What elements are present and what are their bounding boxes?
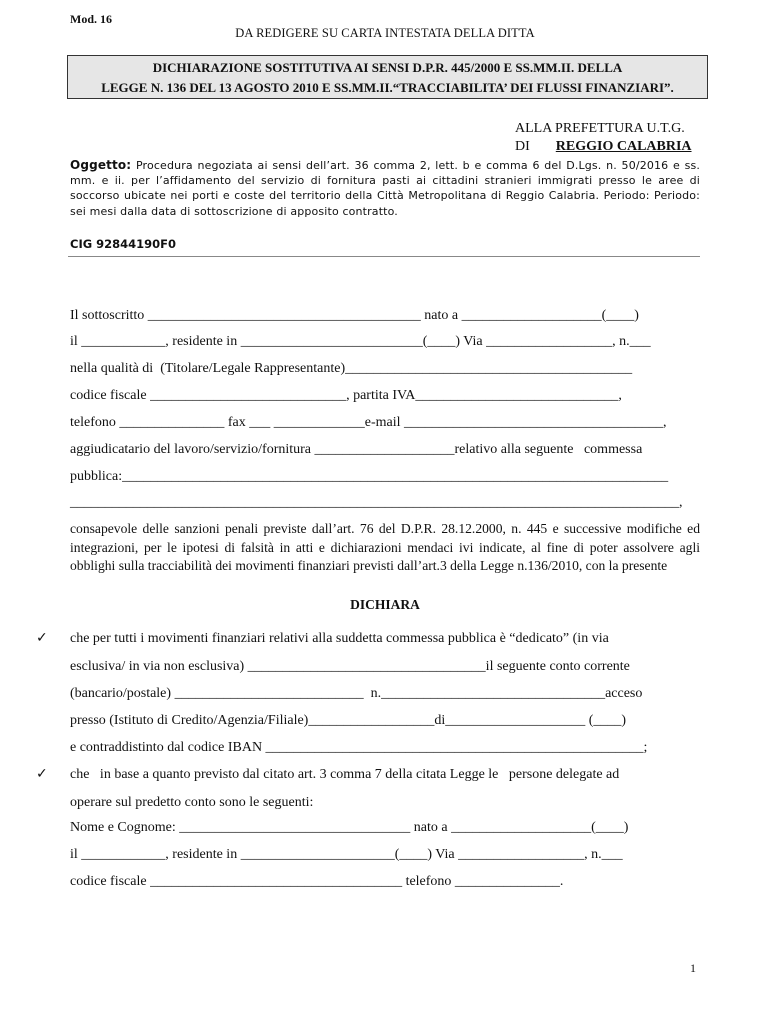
title-line-1: DICHIARAZIONE SOSTITUTIVA AI SENSI D.P.R. 445/2000 E SS.MM.II. DELLA (152, 60, 623, 75)
check-mark-icon: ✓ (36, 630, 48, 646)
section1-line-4[interactable]: presso (Istituto di Credito/Agenzia/Filiale)__________________di____________________ (____) (70, 713, 627, 728)
recipient-prefix: DI (515, 139, 530, 154)
form-line-codice-fiscale[interactable]: codice fiscale ____________________________, partita IVA_____________________________, (70, 388, 622, 403)
section1-line-2[interactable]: esclusiva/ in via non esclusiva) __________________________________il seguente conto corrente (70, 659, 630, 674)
section1-line-3[interactable]: (bancario/postale) ___________________________ n.________________________________acceso (70, 686, 643, 701)
subject-paragraph (70, 158, 700, 219)
form-line-continuation[interactable]: _______________________________________________________________________________________, (70, 495, 683, 510)
section2-line-3[interactable]: Nome e Cognome: _________________________________ nato a ____________________(____) (70, 820, 629, 835)
form-line-contatti[interactable]: telefono _______________ fax ___ _____________e-mail _____________________________________, (70, 415, 667, 430)
dichiara-heading: DICHIARA (350, 597, 420, 612)
section2-line-2: operare sul predetto conto sono le seguenti: (70, 795, 314, 810)
subject-label: Oggetto: (70, 158, 132, 172)
form-line-sottoscritto[interactable]: Il sottoscritto _______________________________________ nato a ____________________(____) (70, 308, 639, 323)
form-code: Mod. 16 (70, 12, 112, 26)
section1-line-1: che per tutti i movimenti finanziari relativi alla suddetta commessa pubblica è “dedicato” (in via (70, 631, 609, 646)
cig-code: CIG 92844190F0 (70, 237, 177, 251)
title-line-2: LEGGE N. 136 DEL 13 AGOSTO 2010 E SS.MM.II.“TRACCIABILITA’ DEI FLUSSI FINANZIARI”. (101, 80, 674, 95)
form-line-qualita[interactable]: nella qualità di (Titolare/Legale Rappresentante)_________________________________________ (70, 361, 633, 376)
recipient-line-2 (515, 139, 692, 155)
section2-line-4[interactable]: il ____________, residente in ______________________(____) Via __________________, n.___ (70, 847, 623, 862)
consapevole-paragraph: consapevole delle sanzioni penali previste dall’art. 76 del D.P.R. 28.12.2000, n. 445 e successive modifiche ed integrazioni, per le ipotesi di falsità in atti e dichiarazioni mendaci ivi indicate, al fine di poter assolvere agli obblighi sulla tracciabilità dei movimenti finanziari previsti dall’art.3 della Legge n.136/2010, con la presente (70, 521, 700, 573)
recipient-line-1: ALLA PREFETTURA U.T.G. (515, 121, 685, 136)
check-mark-icon: ✓ (36, 766, 48, 782)
subject-text: Procedura negoziata ai sensi dell’art. 36 comma 2, lett. b e comma 6 del D.Lgs. n. 50/2016 e ss. mm. e ii. per l’affidamento del servizio di fornitura pasti ai cittadini stranieri immigrati presso le aree di soccorso ubicate nei porti e coste del territorio della Città Metropolitana di Reggio Calabria. Periodo: Periodo: sei mesi dalla data di sottoscrizione di apposito contratto. (70, 159, 700, 218)
form-line-pubblica[interactable]: pubblica:______________________________________________________________________________ (70, 469, 669, 484)
section2-line-1: che in base a quanto previsto dal citato art. 3 comma 7 della citata Legge le persone delegate ad (70, 767, 620, 782)
form-line-residenza[interactable]: il ____________, residente in __________________________(____) Via __________________, n.___ (70, 334, 651, 349)
declaration-title-box (67, 55, 708, 99)
recipient-city: REGGIO CALABRIA (555, 139, 692, 154)
form-line-aggiudicatario[interactable]: aggiudicatario del lavoro/servizio/fornitura ____________________relativo alla seguente commessa (70, 442, 643, 457)
section1-line-5[interactable]: e contraddistinto dal codice IBAN ______________________________________________________; (70, 740, 648, 755)
separator-line (68, 256, 700, 257)
section2-line-5[interactable]: codice fiscale ____________________________________ telefono _______________. (70, 874, 564, 889)
letterhead-instruction: DA REDIGERE SU CARTA INTESTATA DELLA DITTA (235, 26, 535, 40)
page-number: 1 (690, 961, 696, 975)
